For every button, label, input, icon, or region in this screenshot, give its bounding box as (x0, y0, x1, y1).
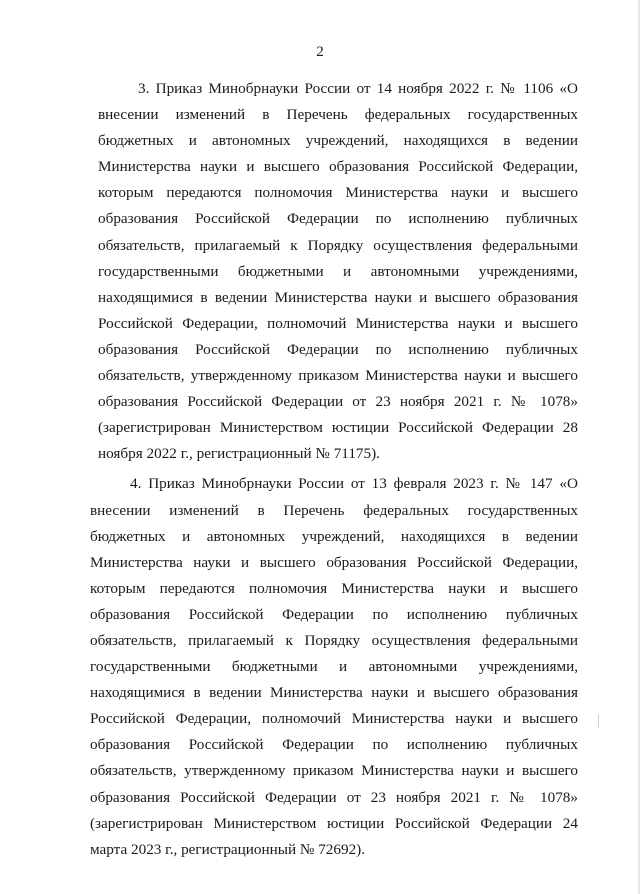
list-item-4: 4. Приказ Минобрнауки России от 13 февраля 2023 г. № 147 «О внесении изменений в Перечень федеральных государственных бюджетных и автономных учреждений, находящихся в ведении Министерства науки и высшего образования Российской Федерации, которым передаются полномочия Министерства науки и высшего образования Российской Федерации по исполнению публичных обязательств, прилагаемый к Порядку осуществления федеральными государственными бюджетными и автономными учреждениями, находящимися в ведении Министерства науки и высшего образования Российской Федерации, полномочий Министерства науки и высшего образования Российской Федерации по исполнению публичных обязательств, утвержденному приказом Министерства науки и высшего образования Российской Федерации от 23 ноября 2021 г. № 1078» (зарегистрирован Министерством юстиции Российской Федерации 24 марта 2023 г., регистрационный № 72692). (90, 475, 578, 858)
list-item-3: 3. Приказ Минобрнауки России от 14 ноября 2022 г. № 1106 «О внесении изменений в Перечень федеральных государственных бюджетных и автономных учреждений, находящихся в ведении Министерства науки и высшего образования Российской Федерации, которым передаются полномочия Министерства науки и высшего образования Российской Федерации по исполнению публичных обязательств, прилагаемый к Порядку осуществления федеральными государственными бюджетными и автономными учреждениями, находящимися в ведении Министерства науки и высшего образования Российской Федерации, полномочий Министерства науки и высшего образования Российской Федерации по исполнению публичных обязательств, утвержденному приказом Министерства науки и высшего образования Российской Федерации от 23 ноября 2021 г. № 1078» (зарегистрирован Министерством юстиции Российской Федерации 28 ноября 2022 г., регистрационный № 71175). (98, 80, 578, 463)
page-number: 2 (316, 44, 324, 60)
document-body (90, 76, 578, 863)
scan-artifact (598, 714, 599, 728)
